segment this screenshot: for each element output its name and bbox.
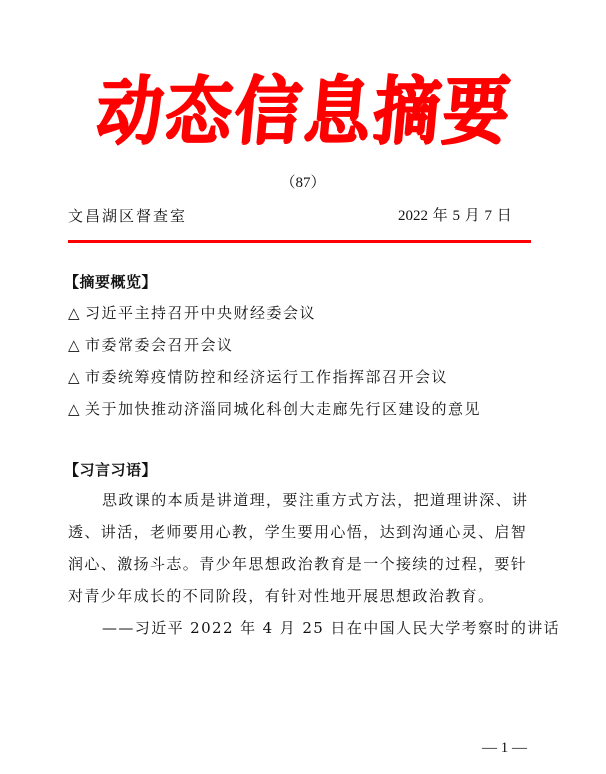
masthead-char: 信 — [231, 68, 306, 155]
issue-number: （87） — [280, 175, 326, 191]
summary-item — [68, 302, 481, 334]
masthead-char: 态 — [162, 68, 237, 155]
header-divider — [68, 240, 531, 243]
summary-item-text: 关于加快推动济淄同城化科创大走廊先行区建设的意见 — [85, 400, 482, 418]
triangle-bullet-icon: △ — [68, 336, 82, 354]
issue-date: 2022 年 5 月 7 日 — [398, 208, 512, 224]
masthead-title — [93, 62, 514, 162]
quote-heading: 【习言习语】 — [64, 461, 158, 479]
masthead-char: 息 — [300, 68, 375, 155]
summary-item-text: 市委统筹疫情防控和经济运行工作指挥部召开会议 — [85, 368, 449, 386]
quote-body — [68, 489, 561, 649]
masthead-char: 摘 — [369, 68, 444, 155]
quote-line: 对青少年成长的不同阶段，有针对性地开展思想政治教育。 — [68, 587, 495, 605]
summary-item — [68, 366, 481, 398]
summary-item — [68, 334, 481, 366]
masthead-char: 动 — [93, 68, 168, 155]
summary-list — [68, 302, 481, 430]
page-number: — 1 — — [482, 740, 527, 756]
triangle-bullet-icon: △ — [68, 304, 82, 322]
quote-attribution: ——习近平 2022 年 4 月 25 日在中国人民大学考察时的讲话 — [102, 619, 561, 637]
quote-line: 润心、激扬斗志。青少年思想政治教育是一个接续的过程，要针 — [68, 555, 528, 573]
summary-item-text: 习近平主持召开中央财经委会议 — [85, 304, 317, 322]
quote-line: 思政课的本质是讲道理，要注重方式方法，把道理讲深、讲 — [102, 491, 529, 509]
summary-item — [68, 398, 481, 430]
masthead-char: 要 — [438, 68, 514, 155]
triangle-bullet-icon: △ — [68, 368, 82, 386]
quote-line: 透、讲活，老师要用心教，学生要用心悟，达到沟通心灵、启智 — [68, 523, 528, 541]
summary-heading: 【摘要概览】 — [64, 273, 158, 291]
triangle-bullet-icon: △ — [68, 400, 82, 418]
issuer-name: 文昌湖区督查室 — [68, 207, 188, 225]
summary-item-text: 市委常委会召开会议 — [85, 336, 234, 354]
